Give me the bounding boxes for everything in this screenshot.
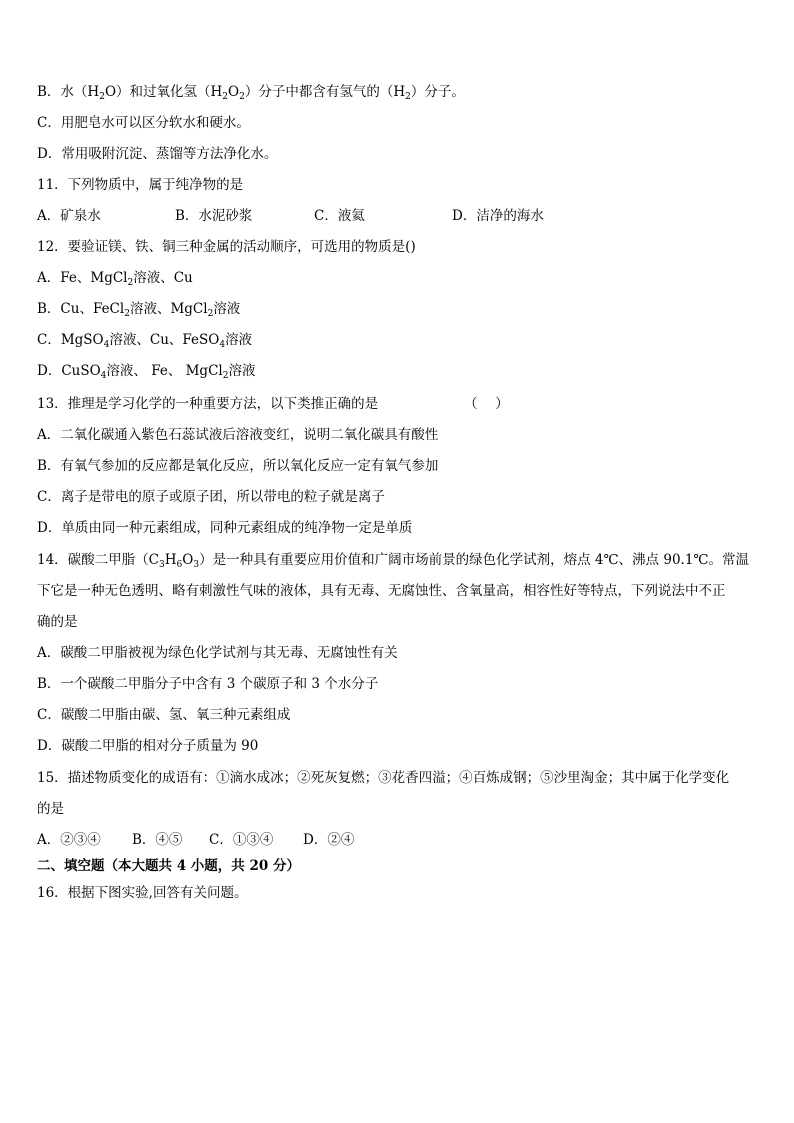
- text: 溶液、 Fe、 MgCl: [106, 363, 223, 379]
- subscript: 4: [219, 340, 226, 350]
- q10-option-b: [37, 82, 761, 102]
- text: B．Cu、FeCl: [37, 301, 125, 317]
- q13-answer-blank: （ ）: [464, 396, 509, 412]
- q13-stem: 13．推理是学习化学的一种重要方法，以下类推正确的是: [37, 396, 379, 412]
- q13-stem-line: [37, 394, 761, 414]
- q13-option-d: D．单质由同一种元素组成，同种元素组成的纯净物一定是单质: [37, 520, 413, 536]
- q12-option-a: [37, 268, 761, 288]
- q15-options: [37, 830, 761, 850]
- subscript: 2: [99, 92, 105, 102]
- subscript: 4: [100, 371, 107, 381]
- text: 溶液: [228, 363, 256, 379]
- subscript: 2: [124, 309, 130, 319]
- text: O: [228, 84, 240, 100]
- text: 溶液: [213, 301, 241, 317]
- text: 溶液、MgCl: [129, 301, 208, 317]
- text: O）和过氧化氢（H: [104, 84, 223, 100]
- text: 溶液、Cu、FeSO: [109, 332, 220, 348]
- q15-option-a: A．②③④: [37, 832, 101, 848]
- text: 14．碳酸二甲脂（C: [37, 552, 160, 568]
- text: ）分子中都含有氢气的（H: [244, 84, 406, 100]
- q11-option-a: A．矿泉水: [37, 208, 101, 224]
- q14-option-a: A．碳酸二甲脂被视为绿色化学试剂与其无毒、无腐蚀性有关: [37, 645, 398, 661]
- q14-option-c: C．碳酸二甲脂由碳、氢、氧三种元素组成: [37, 707, 291, 723]
- q13-option-c: C．离子是带电的原子或原子团，所以带电的粒子就是离子: [37, 489, 385, 505]
- text: H: [164, 552, 177, 568]
- q14-option-b: B．一个碳酸二甲脂分子中含有 3 个碳原子和 3 个水分子: [37, 676, 379, 692]
- q16-stem: 16．根据下图实验,回答有关问题。: [37, 885, 248, 901]
- q12-option-d: [37, 361, 761, 381]
- subscript: 2: [405, 92, 411, 102]
- q14-option-d: D．碳酸二甲脂的相对分子质量为 90: [37, 738, 259, 754]
- q11-stem: 11．下列物质中，属于纯净物的是: [37, 177, 244, 193]
- q15-option-c: C．①③④: [209, 832, 274, 848]
- subscript: 2: [222, 92, 229, 102]
- subscript: 4: [103, 340, 110, 350]
- text: ）是一种具有重要应用价值和广阔市场前景的绿色化学试剂，熔点 4℃、沸点 90.1℃。常温: [199, 552, 750, 568]
- text: A．Fe、MgCl: [37, 270, 128, 286]
- text: D．CuSO: [37, 363, 101, 379]
- text: O: [182, 552, 194, 568]
- q12-option-c: [37, 330, 761, 350]
- text: 溶液、Cu: [133, 270, 193, 286]
- subscript: 2: [207, 309, 214, 319]
- q15-stem-line-1: 15．描述物质变化的成语有：①滴水成冰；②死灰复燃；③花香四溢；④百炼成钢；⑤沙里淘金；其中属于化学变化: [37, 770, 730, 786]
- q10-option-d: D．常用吸附沉淀、蒸馏等方法净化水。: [37, 146, 278, 162]
- q12-stem: 12．要验证镁、铁、铜三种金属的活动顺序，可选用的物质是(): [37, 239, 416, 255]
- q14-stem-line-3: 确的是: [37, 614, 78, 630]
- subscript: 2: [239, 92, 245, 102]
- subscript: 2: [127, 278, 134, 288]
- subscript: 2: [222, 371, 229, 381]
- subscript: 6: [176, 560, 183, 570]
- q10-option-c: C．用肥皂水可以区分软水和硬水。: [37, 115, 250, 131]
- q11-option-c: C．液氦: [314, 208, 365, 224]
- q11-option-b: B．水泥砂浆: [175, 208, 253, 224]
- text: B．水（H: [37, 84, 100, 100]
- q12-option-b: [37, 299, 761, 319]
- q14-stem-line-1: [37, 550, 761, 570]
- text: ）分子。: [410, 84, 465, 100]
- subscript: 3: [159, 560, 165, 570]
- q11-options: [37, 206, 761, 226]
- subscript: 3: [193, 560, 200, 570]
- text: 溶液: [225, 332, 253, 348]
- q15-option-b: B．④⑤: [132, 832, 183, 848]
- q11-option-d: D．洁净的海水: [452, 208, 544, 224]
- q14-stem-line-2: 下它是一种无色透明、略有刺激性气味的液体，具有无毒、无腐蚀性、含氧量高，相容性好等特点，下列说法中不正: [37, 583, 726, 599]
- q15-option-d: D．②④: [303, 832, 355, 848]
- section-heading: 二、填空题（本大题共 4 小题，共 20 分）: [37, 858, 300, 874]
- q13-option-a: A．二氧化碳通入紫色石蕊试液后溶液变红，说明二氧化碳具有酸性: [37, 427, 439, 443]
- text: C．MgSO: [37, 332, 104, 348]
- q15-stem-line-2: 的是: [37, 801, 64, 817]
- q13-option-b: B．有氧气参加的反应都是氧化反应，所以氧化反应一定有氧气参加: [37, 458, 439, 474]
